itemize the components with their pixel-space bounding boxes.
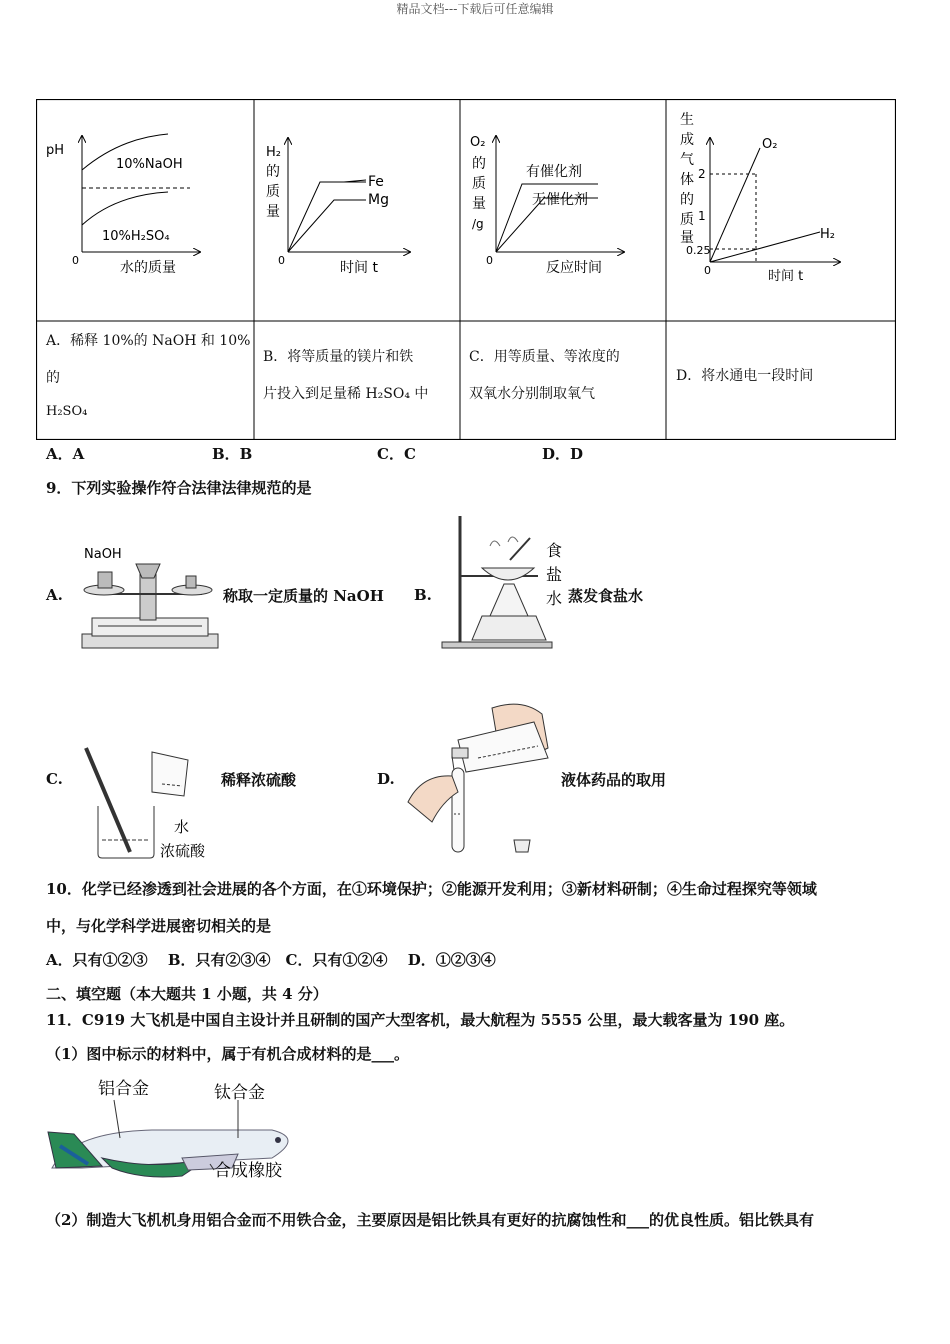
- pouring-illustration: [402, 692, 562, 860]
- graph-d-h2: H₂: [820, 227, 835, 242]
- evap-tag-2: 水: [546, 589, 563, 608]
- caption-d-1: D．将水通电一段时间: [676, 368, 814, 384]
- q9-option-d-label[interactable]: D.: [377, 770, 395, 788]
- graph-b-y0: H₂: [266, 145, 281, 160]
- graph-d-xlabel: 时间 t: [768, 269, 804, 284]
- c919-airplane-illustration: [42, 1072, 302, 1182]
- dilution-water-tag: 水: [174, 818, 190, 836]
- caption-c-1: C．用等质量、等浓度的: [469, 349, 620, 365]
- q11-sub1: （1）图中标示的材料中，属于有机合成材料的是___。: [46, 1045, 409, 1063]
- evap-tag-0: 食: [546, 541, 563, 560]
- section2-title: 二、填空题（本大题共 1 小题，共 4 分）: [46, 985, 328, 1003]
- graph-b: [258, 130, 418, 280]
- graph-d-y4: 的: [680, 192, 694, 208]
- q8-answer-c[interactable]: C．C: [377, 445, 416, 463]
- q8-answer-b[interactable]: B．B: [212, 445, 253, 463]
- evap-tag-1: 盐: [546, 565, 563, 584]
- q10-options[interactable]: A．只有①②③ B．只有②③④ C．只有①②④ D．①②③④: [46, 951, 496, 969]
- graph-c-nocat: 无催化剂: [532, 192, 588, 208]
- balance-naoh-tag: NaOH: [84, 547, 122, 562]
- evaporation-illustration: [438, 512, 568, 652]
- label-titanium-alloy: 钛合金: [214, 1083, 265, 1103]
- graph-d-tick1: 1: [698, 209, 706, 223]
- graph-d-o2: O₂: [762, 137, 778, 152]
- q11-stem: 11．C919 大飞机是中国自主设计并且研制的国产大型客机，最大航程为 5555 公里，最大载客量为 190 座。: [46, 1011, 795, 1029]
- graph-c-xlabel: 反应时间: [546, 260, 602, 276]
- graph-d-y1: 成: [680, 132, 694, 148]
- q9-stem: 9．下列实验操作符合法律法律规范的是: [46, 479, 312, 497]
- label-aluminum-alloy: 铝合金: [98, 1079, 149, 1099]
- q9-option-c-label[interactable]: C.: [46, 770, 63, 788]
- graph-a: [40, 130, 250, 280]
- label-synthetic-rubber: 合成橡胶: [214, 1161, 282, 1181]
- caption-c-2: 双氧水分别制取氧气: [469, 386, 595, 402]
- caption-b-2: 片投入到足量稀 H₂SO₄ 中: [263, 386, 429, 402]
- dilution-illustration: [78, 746, 223, 864]
- graph-d-tick2: 2: [698, 167, 706, 181]
- q9-option-d-text: 液体药品的取用: [561, 771, 667, 789]
- graph-d-y0: 生: [680, 112, 694, 128]
- graph-c-origin: 0: [486, 254, 493, 267]
- caption-a-1: A．稀释 10%的 NaOH 和 10%: [46, 333, 251, 349]
- graph-b-y2: 质: [266, 184, 280, 200]
- graph-c-y0: O₂: [470, 135, 486, 150]
- graph-b-mg: Mg: [368, 192, 389, 208]
- graph-b-xlabel: 时间 t: [340, 260, 378, 276]
- graph-d-y6: 量: [680, 230, 694, 246]
- q9-option-b-text: 蒸发食盐水: [568, 587, 644, 605]
- graph-c-y4: /g: [472, 217, 484, 231]
- graph-d-origin: 0: [704, 264, 711, 277]
- page-header: 精品文档---下载后可任意编辑: [396, 2, 554, 16]
- q9-option-b-label[interactable]: B.: [414, 586, 432, 604]
- graph-b-fe: Fe: [368, 174, 384, 190]
- q10-line2: 中，与化学科学进展密切相关的是: [46, 917, 272, 935]
- q9-option-a-text: 称取一定质量的 NaOH: [223, 587, 384, 605]
- graph-d-tick025: 0.25: [686, 244, 711, 257]
- q8-answer-d[interactable]: D．D: [542, 445, 584, 463]
- graph-a-xlabel: 水的质量: [120, 260, 176, 276]
- graph-d-y3: 体: [680, 172, 694, 188]
- graph-b-origin: 0: [278, 254, 285, 267]
- caption-a-2: 的: [46, 370, 60, 386]
- graph-c-y1: 的: [472, 156, 486, 172]
- graph-c-cat: 有催化剂: [526, 164, 582, 180]
- q9-option-c-text: 稀释浓硫酸: [221, 771, 297, 789]
- graph-d-y5: 质: [680, 212, 694, 228]
- graph-b-y3: 量: [266, 204, 280, 220]
- graph-c: [466, 128, 631, 280]
- dilution-acid-tag: 浓硫酸: [160, 842, 206, 860]
- graph-a-origin: 0: [72, 254, 79, 267]
- graph-b-y1: 的: [266, 164, 280, 180]
- graph-a-h2so4: 10%H₂SO₄: [102, 229, 170, 244]
- graph-d-y2: 气: [680, 152, 694, 168]
- q8-answer-a[interactable]: A．A: [46, 445, 85, 463]
- graph-a-naoh: 10%NaOH: [116, 157, 183, 172]
- q10-line1: 10．化学已经渗透到社会进展的各个方面，在①环境保护；②能源开发利用；③新材料研制；④生命过程探究等领域: [46, 880, 817, 898]
- graph-c-y2: 质: [472, 176, 486, 192]
- balance-illustration: [78, 542, 223, 654]
- q11-sub2: （2）制造大飞机机身用铝合金而不用铁合金，主要原因是铝比铁具有更好的抗腐蚀性和___的优良性质。铝比铁具有: [46, 1211, 814, 1229]
- caption-a-3: H₂SO₄: [46, 404, 88, 419]
- graph-d: [674, 106, 854, 290]
- caption-b-1: B．将等质量的镁片和铁: [263, 349, 414, 365]
- graph-a-ylabel: pH: [46, 143, 65, 158]
- graph-c-y3: 量: [472, 196, 486, 212]
- q9-option-a-label[interactable]: A.: [46, 586, 63, 604]
